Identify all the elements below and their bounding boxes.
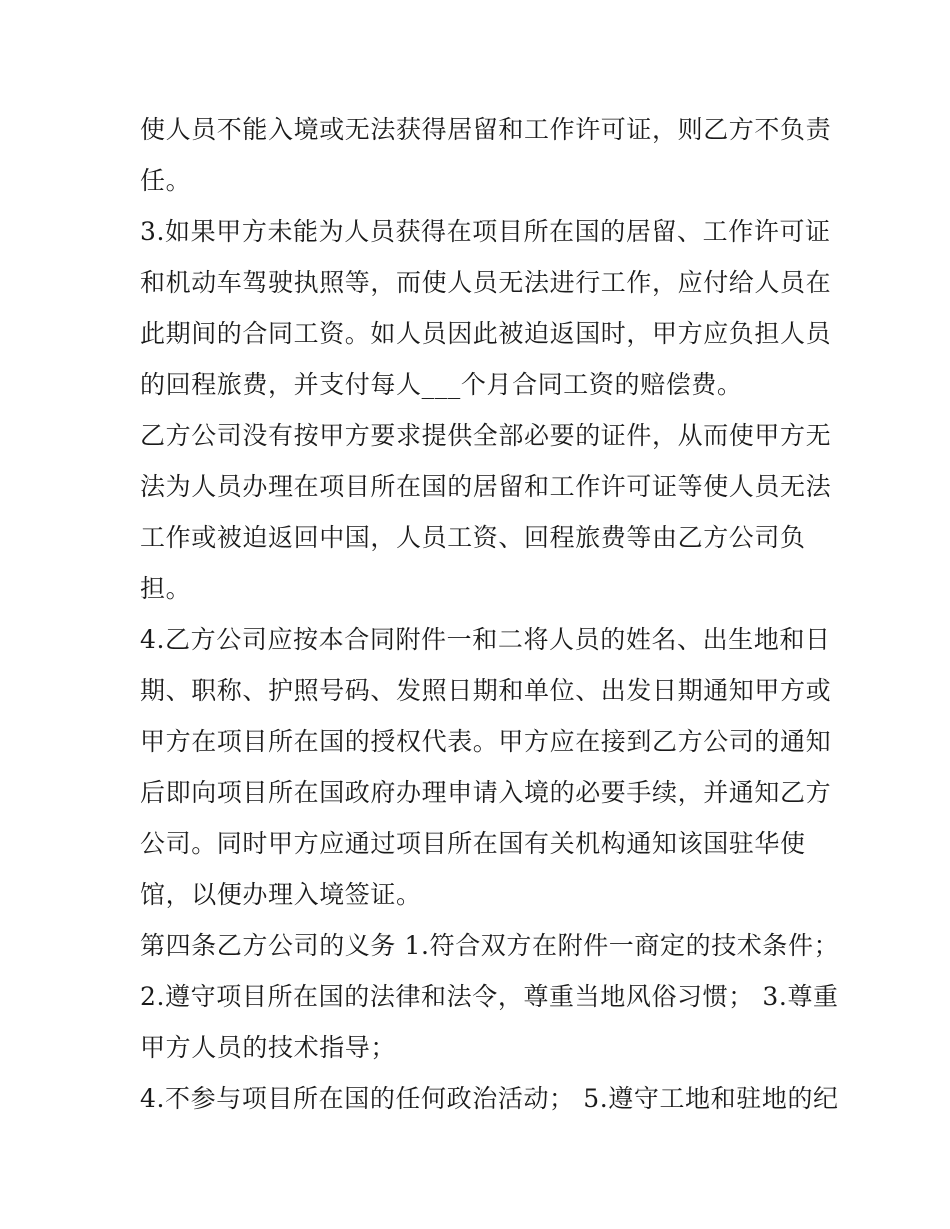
text-line: 使人员不能入境或无法获得居留和工作许可证，则乙方不负责 xyxy=(140,115,832,144)
text-line: 和机动车驾驶执照等，而使人员无法进行工作，应付给人员在 xyxy=(140,268,832,297)
text-line: 第四条乙方公司的义务 1.符合双方在附件一商定的技术条件； xyxy=(140,931,840,960)
document-body xyxy=(140,104,840,1124)
text-line: 甲方人员的技术指导； xyxy=(140,1033,397,1062)
text-line: 乙方公司没有按甲方要求提供全部必要的证件，从而使甲方无 xyxy=(140,421,832,450)
text-line: 此期间的合同工资。如人员因此被迫返国时，甲方应负担人员 xyxy=(140,319,832,348)
text-line: 法为人员办理在项目所在国的居留和工作许可证等使人员无法 xyxy=(140,472,832,501)
text-line: 3.如果甲方未能为人员获得在项目所在国的居留、工作许可证 xyxy=(140,217,831,246)
text-line: 后即向项目所在国政府办理申请入境的必要手续，并通知乙方 xyxy=(140,778,832,807)
text-line: 任。 xyxy=(140,166,192,195)
text-line: 公司。同时甲方应通过项目所在国有关机构通知该国驻华使 xyxy=(140,829,806,858)
text-line: 工作或被迫返回中国，人员工资、回程旅费等由乙方公司负 xyxy=(140,523,806,552)
text-line: 甲方在项目所在国的授权代表。甲方应在接到乙方公司的通知 xyxy=(140,727,832,756)
text-line: 2.遵守项目所在国的法律和法令，尊重当地风俗习惯； 3.尊重 xyxy=(140,982,839,1011)
text-line: 馆，以便办理入境签证。 xyxy=(140,880,422,909)
text-line: 的回程旅费，并支付每人___个月合同工资的赔偿费。 xyxy=(140,370,743,399)
text-line: 担。 xyxy=(140,574,192,603)
text-line: 4.不参与项目所在国的任何政治活动； 5.遵守工地和驻地的纪 xyxy=(140,1084,839,1113)
text-line: 4.乙方公司应按本合同附件一和二将人员的姓名、出生地和日 xyxy=(140,625,831,654)
text-line: 期、职称、护照号码、发照日期和单位、出发日期通知甲方或 xyxy=(140,676,832,705)
